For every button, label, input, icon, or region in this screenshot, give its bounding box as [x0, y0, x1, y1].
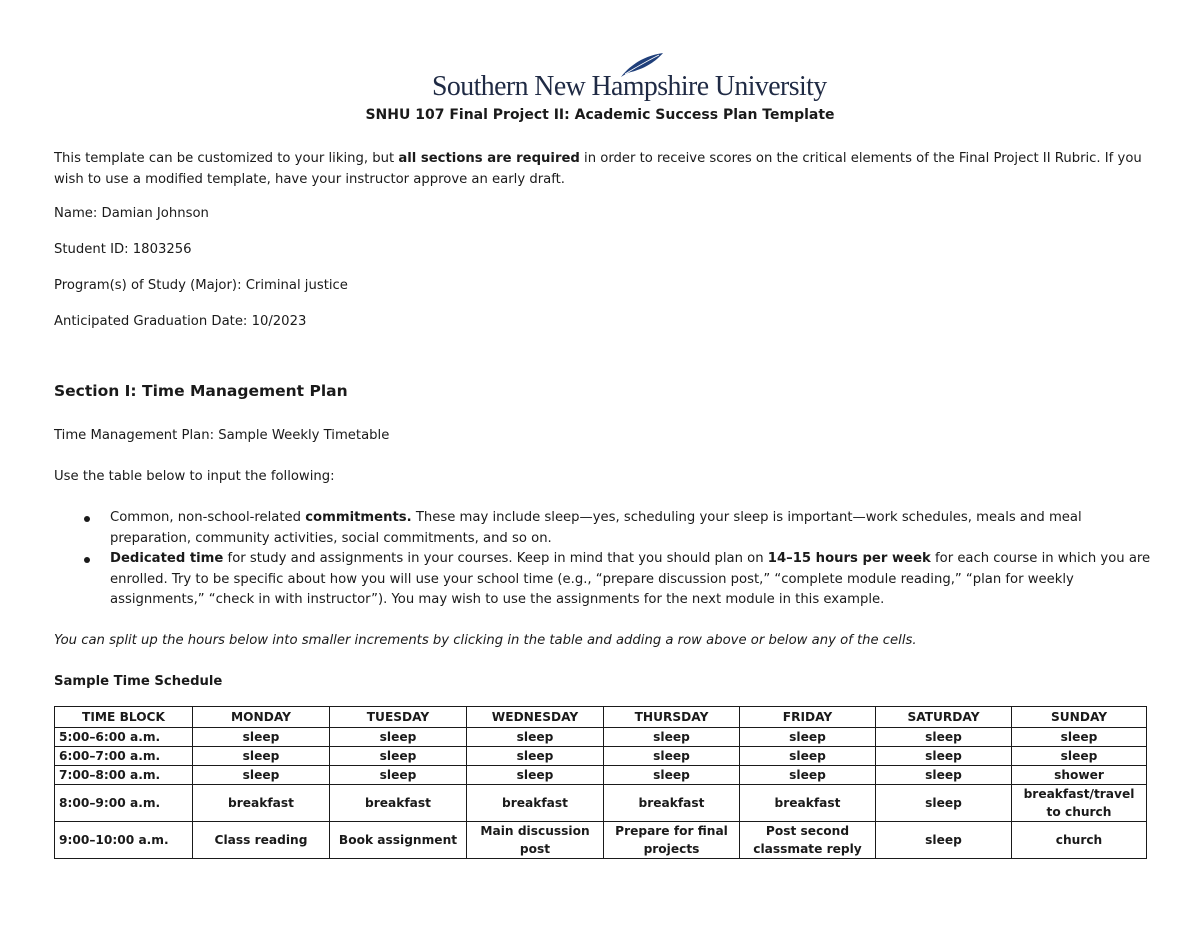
time-cell: 9:00–10:00 a.m.: [55, 822, 193, 859]
table-cell: sleep: [740, 728, 876, 747]
table-row: [55, 822, 1147, 859]
table-cell: breakfast: [330, 785, 467, 822]
time-schedule-table: [54, 706, 1147, 859]
intro-text-start: This template can be customized to your liking, but: [54, 151, 399, 166]
section-subheading: Time Management Plan: Sample Weekly Timetable: [54, 428, 390, 443]
table-cell: sleep: [330, 747, 467, 766]
table-cell: church: [1012, 822, 1147, 859]
bullet-icon: [84, 557, 90, 563]
table-cell: sleep: [876, 747, 1012, 766]
bullet-text: These may include sleep—yes, scheduling your sleep is important—work schedules, meals and meal preparation, community activities, social commitments, and so on.: [110, 510, 1082, 546]
table-cell: sleep: [604, 747, 740, 766]
header-cell: SUNDAY: [1012, 707, 1147, 728]
time-cell: 5:00–6:00 a.m.: [55, 728, 193, 747]
bullet-text: for study and assignments in your courses. Keep in mind that you should plan on: [223, 551, 768, 566]
table-header-row: [55, 707, 1147, 728]
time-cell: 8:00–9:00 a.m.: [55, 785, 193, 822]
header-cell: FRIDAY: [740, 707, 876, 728]
table-row: [55, 766, 1147, 785]
quill-feather-icon: [619, 52, 665, 78]
table-row: [55, 747, 1147, 766]
student-name: Name: Damian Johnson: [54, 206, 209, 221]
table-cell: sleep: [193, 766, 330, 785]
header-cell: THURSDAY: [604, 707, 740, 728]
table-cell: sleep: [740, 747, 876, 766]
table-cell: Book assignment: [330, 822, 467, 859]
table-cell: sleep: [876, 766, 1012, 785]
list-item: [54, 549, 1154, 611]
table-cell: breakfast: [467, 785, 604, 822]
program-of-study: Program(s) of Study (Major): Criminal justice: [54, 278, 348, 293]
table-cell: breakfast: [604, 785, 740, 822]
table-cell: shower: [1012, 766, 1147, 785]
bullet-bold: 14–15 hours per week: [767, 551, 931, 566]
table-cell: sleep: [1012, 728, 1147, 747]
bullet-bold: commitments.: [305, 510, 412, 525]
list-item: [54, 508, 1154, 549]
table-cell: sleep: [467, 747, 604, 766]
table-cell: sleep: [193, 747, 330, 766]
bullet-bold: Dedicated time: [110, 551, 224, 566]
intro-paragraph: [54, 149, 1154, 190]
student-id: Student ID: 1803256: [54, 242, 192, 257]
table-cell: sleep: [330, 766, 467, 785]
bullet-text: Common, non-school-related: [110, 510, 306, 525]
graduation-date: Anticipated Graduation Date: 10/2023: [54, 314, 307, 329]
table-cell: sleep: [193, 728, 330, 747]
table-cell: sleep: [740, 766, 876, 785]
table-cell: Main discussion post: [467, 822, 604, 859]
header-cell: WEDNESDAY: [467, 707, 604, 728]
table-cell: breakfast: [740, 785, 876, 822]
time-cell: 7:00–8:00 a.m.: [55, 766, 193, 785]
table-cell: sleep: [604, 766, 740, 785]
section-heading: Section I: Time Management Plan: [54, 382, 348, 400]
header-cell: TUESDAY: [330, 707, 467, 728]
table-caption: Sample Time Schedule: [54, 674, 223, 689]
header-cell: MONDAY: [193, 707, 330, 728]
table-cell: sleep: [1012, 747, 1147, 766]
header-cell: SATURDAY: [876, 707, 1012, 728]
header-cell: TIME BLOCK: [55, 707, 193, 728]
table-row: [55, 728, 1147, 747]
document-title: SNHU 107 Final Project II: Academic Success Plan Template: [365, 107, 835, 123]
instruction-text: Use the table below to input the following:: [54, 469, 335, 484]
bullet-icon: [84, 516, 90, 522]
logo-wordmark: Southern New Hampshire University: [432, 70, 827, 102]
table-cell: sleep: [467, 766, 604, 785]
table-cell: breakfast: [193, 785, 330, 822]
bullet-text: for each course in which you are enrolled. Try to be specific about how you will use your school time (e.g., “prepare discussion post,” “complete module reading,” “plan for weekly assignments,” “check in with instructor”). You may wish to use the assignments for the next module in this example.: [110, 551, 1151, 607]
requirements-list: [54, 508, 1154, 611]
table-cell: Class reading: [193, 822, 330, 859]
time-cell: 6:00–7:00 a.m.: [55, 747, 193, 766]
table-cell: sleep: [876, 822, 1012, 859]
table-row: [55, 785, 1147, 822]
table-note: You can split up the hours below into smaller increments by clicking in the table and adding a row above or below any of the cells.: [54, 633, 917, 648]
table-cell: sleep: [876, 728, 1012, 747]
table-cell: Prepare for final projects: [604, 822, 740, 859]
intro-text-bold: all sections are required: [398, 151, 580, 166]
table-cell: sleep: [330, 728, 467, 747]
table-cell: sleep: [604, 728, 740, 747]
intro-text-end: in order to receive scores on the critical elements of the Final Project II Rubric. If you wish to use a modified template, have your instructor approve an early draft.: [54, 151, 1142, 187]
university-logo: [432, 52, 827, 102]
table-cell: Post second classmate reply: [740, 822, 876, 859]
table-cell: sleep: [876, 785, 1012, 822]
table-cell: sleep: [467, 728, 604, 747]
table-cell: breakfast/travel to church: [1012, 785, 1147, 822]
